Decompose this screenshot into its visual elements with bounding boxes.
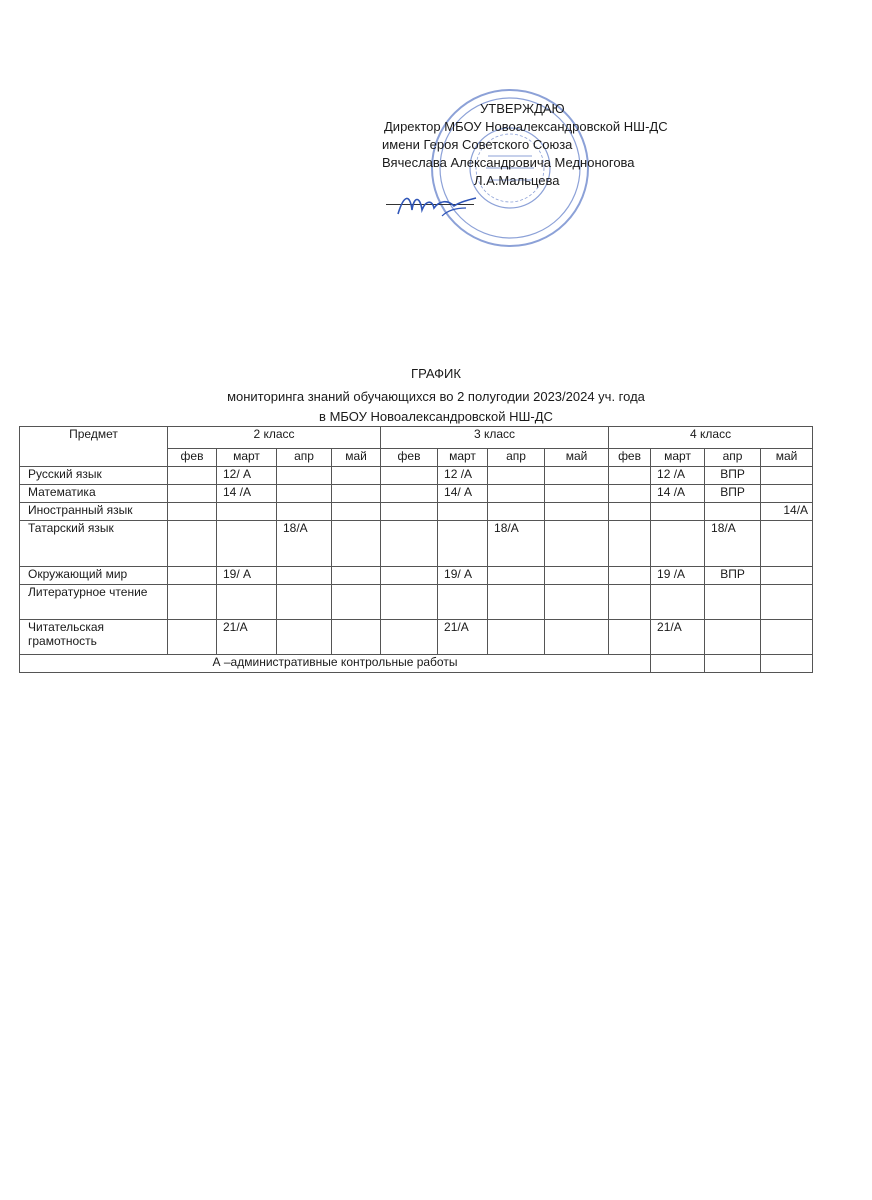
subject-cell: Читательская грамотность: [20, 620, 168, 655]
table-cell: [217, 521, 277, 567]
table-cell: [168, 585, 217, 620]
table-cell: [488, 503, 545, 521]
class-header: 4 класс: [609, 427, 813, 449]
table-row: [20, 620, 813, 655]
month-header: апр: [488, 449, 545, 467]
table-cell: [438, 585, 488, 620]
doc-subtitle-school: в МБОУ Новоалександровской НШ-ДС: [319, 409, 553, 424]
table-cell: ВПР: [705, 467, 761, 485]
table-row: [20, 585, 813, 620]
month-header: май: [761, 449, 813, 467]
table-cell: 14 /А: [651, 485, 705, 503]
table-cell: [545, 485, 609, 503]
table-cell: [168, 567, 217, 585]
table-cell: [381, 467, 438, 485]
month-header: март: [438, 449, 488, 467]
class-header: 3 класс: [381, 427, 609, 449]
approval-title: УТВЕРЖДАЮ: [480, 101, 565, 116]
signature: [392, 186, 482, 226]
table-cell: [332, 567, 381, 585]
table-cell: 14 /А: [217, 485, 277, 503]
table-cell: [761, 467, 813, 485]
table-cell: [651, 503, 705, 521]
table-cell: [651, 655, 705, 673]
table-cell: 14/ А: [438, 485, 488, 503]
subject-cell: Окружающий мир: [20, 567, 168, 585]
table-cell: [488, 485, 545, 503]
table-cell: [705, 503, 761, 521]
table-cell: [609, 585, 651, 620]
table-cell: [277, 467, 332, 485]
table-cell: 21/А: [217, 620, 277, 655]
table-cell: [761, 485, 813, 503]
table-cell: [545, 521, 609, 567]
table-cell: ВПР: [705, 567, 761, 585]
month-header: май: [545, 449, 609, 467]
subject-cell: Литературное чтение: [20, 585, 168, 620]
table-cell: [277, 503, 332, 521]
table-cell: [277, 567, 332, 585]
table-row: [20, 467, 813, 485]
table-row: [20, 567, 813, 585]
table-cell: [168, 503, 217, 521]
table-cell: [488, 585, 545, 620]
table-cell: [761, 567, 813, 585]
doc-title: ГРАФИК: [411, 366, 461, 381]
table-cell: [488, 467, 545, 485]
table-cell: [609, 521, 651, 567]
table-cell: [332, 485, 381, 503]
month-header: фев: [168, 449, 217, 467]
table-cell: ВПР: [705, 485, 761, 503]
table-cell: [381, 567, 438, 585]
class-header: 2 класс: [168, 427, 381, 449]
month-header: март: [217, 449, 277, 467]
table-cell: 19 /А: [651, 567, 705, 585]
table-cell: 19/ А: [217, 567, 277, 585]
table-cell: 21/А: [651, 620, 705, 655]
table-cell: 12 /А: [651, 467, 705, 485]
doc-subtitle: мониторинга знаний обучающихся во 2 полугодии 2023/2024 уч. года: [227, 389, 645, 404]
month-header: апр: [705, 449, 761, 467]
approval-school-name: имени Героя Советского Союза: [382, 137, 573, 152]
note-row: [20, 655, 813, 673]
month-header: май: [332, 449, 381, 467]
table-cell: 14/А: [761, 503, 813, 521]
month-header: март: [651, 449, 705, 467]
approval-block: [370, 100, 730, 190]
table-row: [20, 485, 813, 503]
table-cell: [168, 485, 217, 503]
table-cell: [381, 485, 438, 503]
table-cell: 18/А: [488, 521, 545, 567]
table-cell: [609, 503, 651, 521]
table-row: [20, 521, 813, 567]
subject-header: Предмет: [20, 427, 168, 467]
table-cell: 18/А: [705, 521, 761, 567]
table-cell: [332, 503, 381, 521]
table-cell: [332, 620, 381, 655]
table-cell: [761, 655, 813, 673]
table-cell: 18/А: [277, 521, 332, 567]
table-cell: [761, 620, 813, 655]
table-cell: [168, 467, 217, 485]
table-cell: [545, 503, 609, 521]
month-header: фев: [381, 449, 438, 467]
approval-signer: Л.А.Мальцева: [474, 173, 560, 188]
table-cell: [332, 521, 381, 567]
table-cell: [332, 585, 381, 620]
table-cell: 19/ А: [438, 567, 488, 585]
table-cell: [217, 585, 277, 620]
legend-note: А –административные контрольные работы: [20, 655, 651, 673]
table-cell: [438, 503, 488, 521]
table-cell: [609, 485, 651, 503]
subject-cell: Татарский язык: [20, 521, 168, 567]
table-cell: [651, 521, 705, 567]
table-cell: [168, 620, 217, 655]
table-cell: [761, 585, 813, 620]
table-row: [20, 503, 813, 521]
month-header: апр: [277, 449, 332, 467]
subject-cell: Иностранный язык: [20, 503, 168, 521]
subject-cell: Русский язык: [20, 467, 168, 485]
table-cell: [545, 620, 609, 655]
subject-cell: Математика: [20, 485, 168, 503]
approval-school-name-cont: Вячеслава Александровича Медноногова: [382, 155, 635, 170]
table-cell: [277, 485, 332, 503]
table-cell: [381, 585, 438, 620]
table-cell: [609, 567, 651, 585]
table-cell: [705, 620, 761, 655]
table-cell: [381, 503, 438, 521]
table-cell: [438, 521, 488, 567]
table-cell: 12 /А: [438, 467, 488, 485]
table-cell: [217, 503, 277, 521]
table-cell: [651, 585, 705, 620]
table-cell: [761, 521, 813, 567]
approval-position: Директор МБОУ Новоалександровской НШ-ДС: [384, 119, 668, 134]
table-cell: [488, 567, 545, 585]
schedule-table: [19, 426, 813, 673]
table-cell: [545, 567, 609, 585]
table-cell: [277, 585, 332, 620]
table-cell: [705, 585, 761, 620]
table-cell: [332, 467, 381, 485]
table-cell: [488, 620, 545, 655]
table-cell: 12/ А: [217, 467, 277, 485]
table-header-row: [20, 427, 813, 449]
table-cell: [545, 467, 609, 485]
table-cell: [277, 620, 332, 655]
table-cell: [168, 521, 217, 567]
table-cell: [705, 655, 761, 673]
month-header: фев: [609, 449, 651, 467]
table-cell: [381, 620, 438, 655]
table-cell: 21/А: [438, 620, 488, 655]
table-cell: [609, 620, 651, 655]
table-cell: [545, 585, 609, 620]
table-cell: [381, 521, 438, 567]
table-cell: [609, 467, 651, 485]
